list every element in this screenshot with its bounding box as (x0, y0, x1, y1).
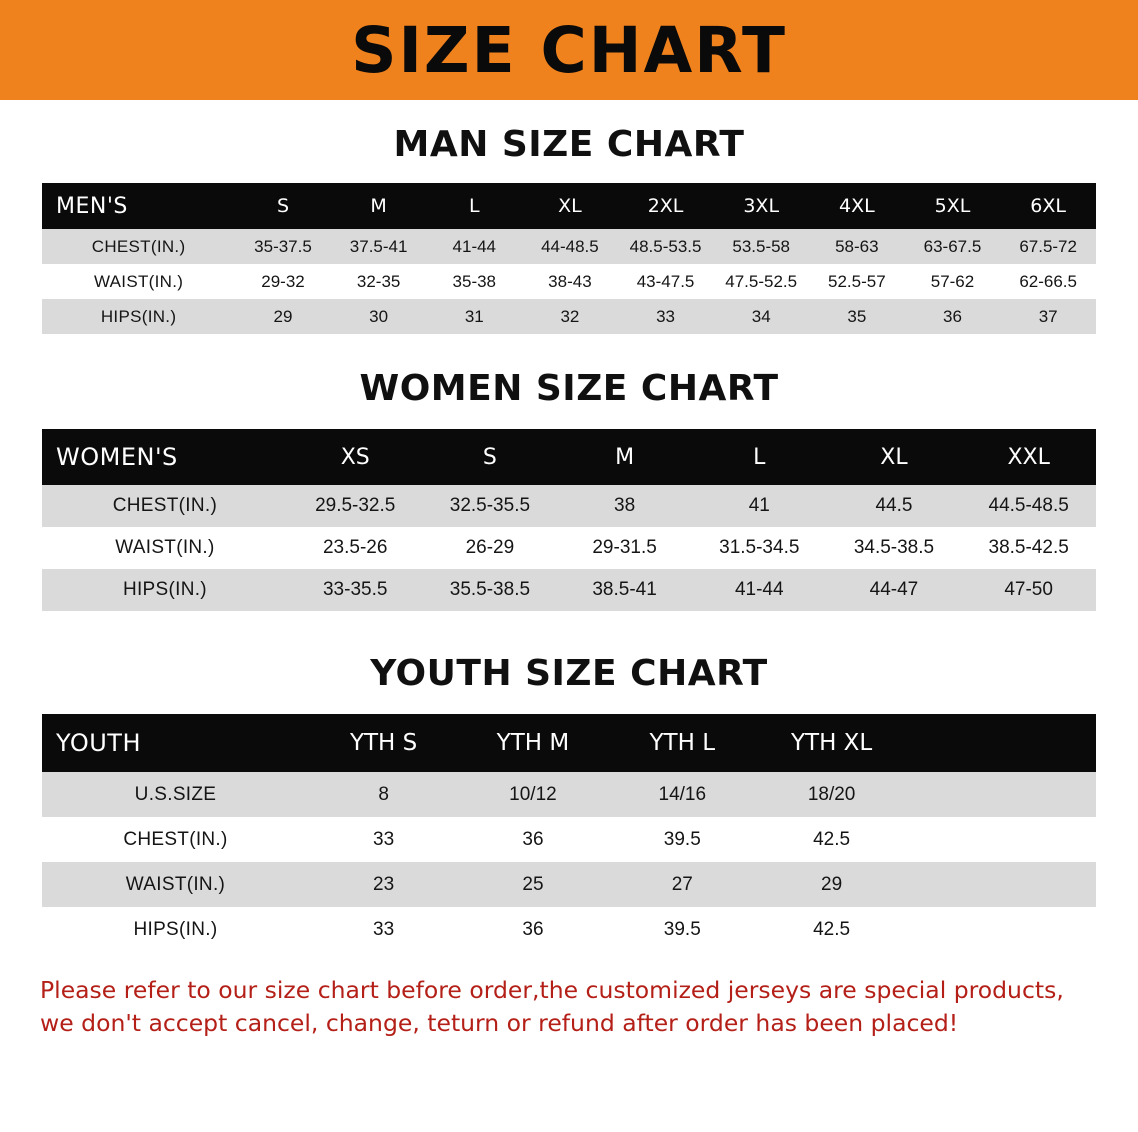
table-cell: 47-50 (1004, 579, 1053, 600)
table-row (42, 527, 1096, 569)
table-cell: 36 (522, 918, 544, 940)
table-cell: 33 (656, 306, 676, 326)
table-cell: 57-62 (930, 271, 975, 291)
table-cell: 35-37.5 (254, 236, 312, 256)
youth-size-table (42, 714, 1096, 952)
women-chart-wrapper (0, 429, 1138, 611)
table-cell: 44-48.5 (541, 236, 599, 256)
table-cell: 41 (748, 495, 770, 516)
size-chart-banner (0, 0, 1138, 100)
table-cell: 34.5-38.5 (853, 537, 935, 558)
header-cell: S (482, 444, 497, 470)
table-cell: 29-32 (261, 271, 305, 291)
header-cell-label: YOUTH (56, 729, 142, 757)
table-cell: 31.5-34.5 (719, 537, 800, 558)
table-cell: 39.5 (663, 828, 701, 850)
table-cell: 36 (943, 306, 962, 326)
table-cell-spacer (906, 772, 1096, 817)
table-cell: 29 (273, 306, 293, 326)
table-row (42, 299, 1096, 334)
table-cell-spacer (906, 862, 1096, 907)
row-label: HIPS(IN.) (122, 579, 207, 600)
header-cell: 3XL (743, 195, 780, 217)
table-cell: 52.5-57 (828, 271, 886, 291)
table-row (42, 264, 1096, 299)
header-cell: S (276, 195, 290, 217)
table-cell-spacer (906, 907, 1096, 952)
footer-line-1: Please refer to our size chart before order,the customized jerseys are special products, (40, 976, 1064, 1004)
table-cell: 34 (751, 306, 771, 326)
table-cell: 30 (369, 306, 389, 326)
table-row (42, 772, 1096, 817)
table-cell: 67.5-72 (1019, 236, 1077, 256)
table-cell: 42.5 (813, 918, 851, 940)
row-label: CHEST(IN.) (91, 236, 186, 256)
table-cell: 29 (821, 873, 843, 895)
table-cell: 48.5-53.5 (629, 236, 702, 256)
row-label: WAIST(IN.) (125, 873, 226, 895)
footer-line-2: we don't accept cancel, change, teturn or refund after order has been placed! (40, 1009, 959, 1038)
table-cell: 47.5-52.5 (725, 271, 798, 291)
header-cell: L (468, 195, 480, 217)
table-cell: 29-31.5 (592, 537, 657, 558)
table-cell: 37.5-41 (349, 236, 408, 256)
man-section-title: MAN SIZE CHART (393, 124, 745, 165)
table-header-row (42, 714, 1096, 772)
table-cell: 44.5 (875, 495, 913, 516)
table-cell: 38.5-41 (592, 579, 657, 600)
header-cell: M (370, 195, 387, 217)
table-cell: 53.5-58 (732, 236, 791, 256)
page-title: SIZE CHART (351, 13, 787, 87)
header-cell: YTH S (349, 730, 418, 756)
women-section-title: WOMEN SIZE CHART (359, 368, 779, 409)
table-cell: 29.5-32.5 (315, 495, 396, 516)
header-cell: XL (558, 195, 582, 217)
header-cell: 4XL (838, 195, 875, 217)
table-cell: 36 (522, 828, 544, 850)
youth-section-title: YOUTH SIZE CHART (370, 653, 768, 694)
row-label: U.S.SIZE (134, 783, 217, 805)
table-cell: 33-35.5 (322, 579, 388, 600)
table-cell: 8 (378, 783, 389, 805)
table-cell: 43-47.5 (636, 271, 695, 291)
table-cell: 26-29 (465, 537, 515, 558)
header-cell: XS (340, 444, 370, 470)
man-chart-wrapper (0, 183, 1138, 334)
table-cell: 38.5-42.5 (988, 537, 1069, 558)
table-cell: 42.5 (813, 828, 851, 850)
header-cell-label: WOMEN'S (56, 443, 178, 471)
table-cell: 32.5-35.5 (449, 495, 531, 516)
table-cell: 44-47 (869, 579, 919, 600)
table-cell: 32-35 (356, 271, 401, 291)
footer-disclaimer (40, 974, 1098, 1041)
header-cell: L (753, 444, 766, 470)
table-cell: 10/12 (509, 783, 557, 805)
table-cell: 44.5-48.5 (988, 495, 1069, 516)
row-label: WAIST(IN.) (93, 271, 184, 291)
table-cell: 58-63 (835, 236, 879, 256)
header-cell: YTH L (649, 730, 716, 756)
table-cell: 33 (373, 828, 395, 850)
table-cell: 25 (522, 873, 544, 895)
table-header-row (42, 183, 1096, 229)
table-row (42, 817, 1096, 862)
table-cell: 63-67.5 (923, 236, 982, 256)
table-cell: 31 (464, 306, 484, 326)
table-cell: 23 (373, 873, 395, 895)
header-cell: XXL (1007, 444, 1050, 470)
women-size-table (42, 429, 1096, 611)
table-cell: 33 (373, 918, 395, 940)
table-cell: 18/20 (807, 783, 856, 805)
header-cell-label: MEN'S (56, 193, 128, 219)
table-cell: 41-44 (734, 579, 784, 600)
table-row (42, 862, 1096, 907)
header-cell: XL (880, 444, 908, 470)
row-label: HIPS(IN.) (133, 918, 218, 940)
header-cell-spacer (906, 714, 1096, 772)
header-cell: 2XL (647, 195, 684, 217)
table-cell: 38-43 (548, 271, 592, 291)
table-cell: 41-44 (452, 236, 497, 256)
table-cell: 27 (671, 873, 693, 895)
table-cell: 62-66.5 (1019, 271, 1077, 291)
header-cell: M (615, 444, 635, 470)
table-cell: 35 (847, 306, 867, 326)
youth-chart-wrapper (0, 714, 1138, 952)
table-cell: 14/16 (658, 783, 707, 805)
table-cell: 35-38 (452, 271, 497, 291)
row-label: CHEST(IN.) (123, 828, 228, 850)
header-cell: YTH M (496, 730, 570, 756)
table-cell-spacer (906, 817, 1096, 862)
table-row (42, 907, 1096, 952)
row-label: CHEST(IN.) (112, 495, 218, 516)
table-cell: 32 (560, 306, 580, 326)
table-cell: 35.5-38.5 (449, 579, 531, 600)
man-size-table (42, 183, 1096, 334)
table-row (42, 569, 1096, 611)
row-label: HIPS(IN.) (100, 306, 177, 326)
table-cell: 23.5-26 (322, 537, 388, 558)
table-row (42, 485, 1096, 527)
table-cell: 39.5 (663, 918, 701, 940)
table-cell: 37 (1038, 306, 1058, 326)
row-label: WAIST(IN.) (115, 537, 215, 558)
table-header-row (42, 429, 1096, 485)
header-cell: YTH XL (790, 730, 873, 756)
table-cell: 38 (614, 495, 636, 516)
header-cell: 6XL (1030, 195, 1066, 217)
table-row (42, 229, 1096, 264)
header-cell: 5XL (934, 195, 971, 217)
